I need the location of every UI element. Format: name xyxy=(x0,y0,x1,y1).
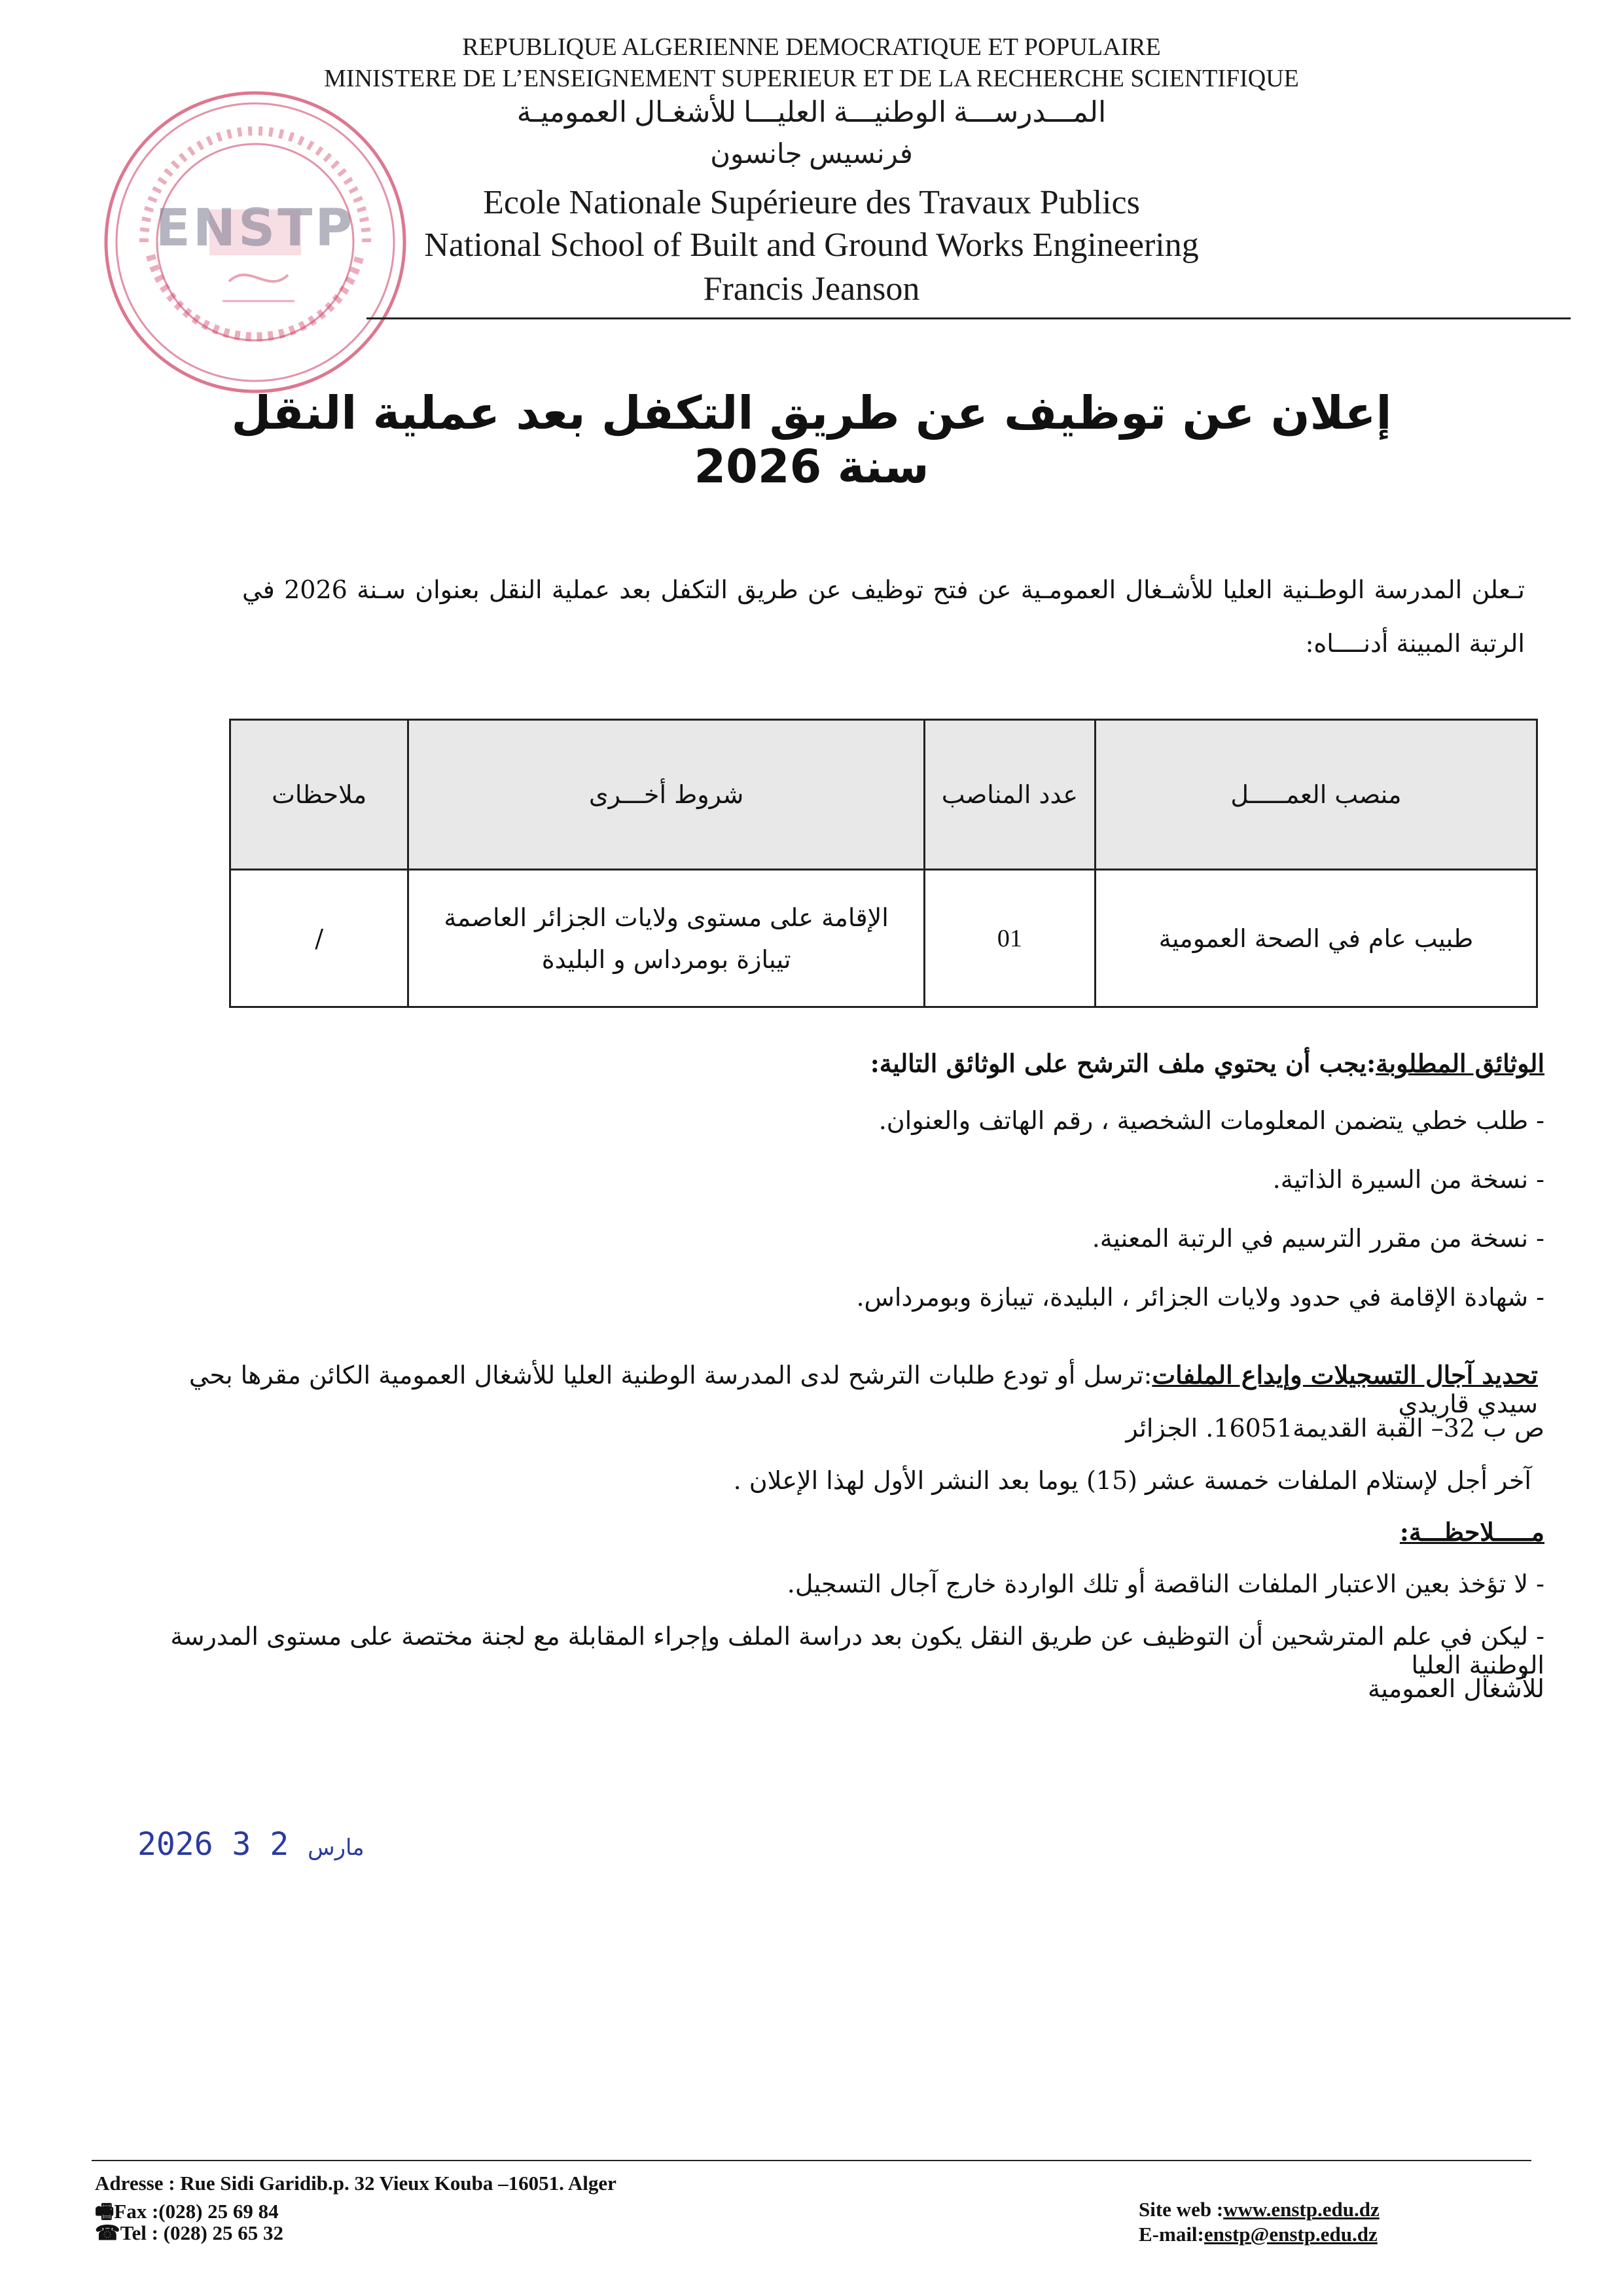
table-header-row xyxy=(230,720,1537,870)
header-school-french: Ecole Nationale Supérieure des Travaux Publics xyxy=(483,184,1140,221)
header-count: عدد المناصب xyxy=(924,720,1095,870)
footer-tel-label: Tel xyxy=(120,2221,147,2244)
cell-notes: / xyxy=(230,870,408,1007)
email-link[interactable]: enstp@enstp.edu.dz xyxy=(1204,2223,1378,2246)
documents-heading xyxy=(137,1049,1544,1078)
document-item: - نسخة من مقرر الترسيم في الرتبة المعنية. xyxy=(1092,1224,1544,1253)
footer-fax-value: :(028) 25 69 84 xyxy=(151,2200,279,2223)
deadlines-last-date: آخر أجل لإستلام الملفات خمسة عشر (15) يوما بعد النشر الأول لهذا الإعلان . xyxy=(733,1466,1531,1495)
footer-website xyxy=(1139,2198,1380,2221)
remark-item: للأشغال العمومية xyxy=(1368,1674,1544,1703)
svg-text:ENSTP: ENSTP xyxy=(155,199,355,258)
intro-paragraph: تـعلن المدرسة الوطـنية العليا للأشـغال العمومـية عن فتح توظيف عن طريق التكفل بعد عملية النقل بعنوان سـنة 2026 في الرتبة المبينة أدنــــاه: xyxy=(242,575,1525,658)
cell-count: 01 xyxy=(924,870,1095,1007)
cell-conditions xyxy=(408,870,925,1007)
header-school-name: Francis Jeanson xyxy=(703,270,920,308)
header-position: منصب العمـــــل xyxy=(1095,720,1537,870)
header-ministry-line: MINISTERE DE L’ENSEIGNEMENT SUPERIEUR ET DE LA RECHERCHE SCIENTIFIQUE xyxy=(324,65,1299,92)
table-row xyxy=(230,870,1537,1007)
phone-icon: ☎ xyxy=(95,2221,120,2244)
header-school-english: National School of Built and Ground Works Engineering xyxy=(424,226,1199,264)
header-notes: ملاحظات xyxy=(230,720,408,870)
document-item: - شهادة الإقامة في حدود ولايات الجزائر ، البليدة، تيبازة وبومرداس. xyxy=(856,1283,1544,1312)
date-stamp xyxy=(137,1826,365,1863)
positions-table xyxy=(229,719,1538,1008)
footer-address: Adresse : Rue Sidi Garidib.p. 32 Vieux Kouba –16051. Alger xyxy=(95,2172,616,2195)
header-republic-line: REPUBLIQUE ALGERIENNE DEMOCRATIQUE ET POPULAIRE xyxy=(462,33,1161,61)
remark-item: - لا تؤخذ بعين الاعتبار الملفات الناقصة أو تلك الواردة خارج آجال التسجيل. xyxy=(787,1570,1544,1598)
header-school-arabic: المـــدرســـة الوطنيـــة العليـــا للأشغـال العموميـة xyxy=(516,96,1107,128)
cell-conditions-line-2: تيبازة بومرداس و البليدة xyxy=(541,944,791,974)
document-item: - نسخة من السيرة الذاتية. xyxy=(1272,1165,1544,1194)
deadlines-heading-rest: :ترسل أو تودع طلبات الترشح لدى المدرسة الوطنية العليا للأشغال العمومية الكائن مقرها بحي سيدي قاريدي xyxy=(188,1361,1538,1418)
documents-heading-label: الوثائق المطلوبة xyxy=(1376,1049,1544,1078)
document-item: - طلب خطي يتضمن المعلومات الشخصية ، رقم الهاتف والعنوان. xyxy=(878,1106,1544,1135)
footer-email xyxy=(1139,2223,1378,2246)
deadlines-address: ص ب 32– القبة القديمة16051. الجزائر xyxy=(1126,1414,1544,1443)
footer-fax-label: Fax xyxy=(114,2200,147,2223)
date-stamp-month: مارس xyxy=(308,1835,365,1861)
footer-tel-value: : (028) 25 65 32 xyxy=(151,2221,284,2244)
date-stamp-year: 2026 xyxy=(137,1826,213,1863)
deadlines-heading-label: تحديد آجال التسجيلات وإيداع الملفات xyxy=(1152,1360,1538,1390)
footer-site-label: Site web : xyxy=(1139,2198,1224,2221)
header-divider xyxy=(366,317,1571,319)
header-school-arabic-name: فرنسيس جانسون xyxy=(710,139,913,170)
documents-heading-rest: :يجب أن يحتوي ملف الترشح على الوثائق التالية: xyxy=(870,1049,1376,1078)
footer-email-label: E-mail: xyxy=(1139,2223,1204,2246)
deadlines-heading xyxy=(137,1360,1538,1418)
header-conditions: شروط أخـــرى xyxy=(408,720,925,870)
cell-position: طبيب عام في الصحة العمومية xyxy=(1095,870,1537,1007)
footer-divider xyxy=(92,2160,1531,2161)
fax-icon: 🖷 xyxy=(95,2200,115,2223)
footer-tel xyxy=(95,2221,283,2245)
cell-conditions-line-1: الإقامة على مستوى ولايات الجزائر العاصمة xyxy=(444,903,889,932)
remarks-heading: مـــــلاحظـــة: xyxy=(1399,1517,1544,1547)
remark-item: - ليكن في علم المترشحين أن التوظيف عن طريق النقل يكون بعد دراسة الملف وإجراء المقابلة مع لجنة مختصة على مستوى المدرسة الوطنية العليا xyxy=(170,1622,1544,1679)
website-link[interactable]: www.enstp.edu.dz xyxy=(1223,2198,1380,2221)
date-stamp-day: 2 3 xyxy=(232,1826,289,1863)
announcement-title: إعلان عن توظيف عن طريق التكفل بعد عملية النقل سنة 2026 xyxy=(231,386,1392,493)
